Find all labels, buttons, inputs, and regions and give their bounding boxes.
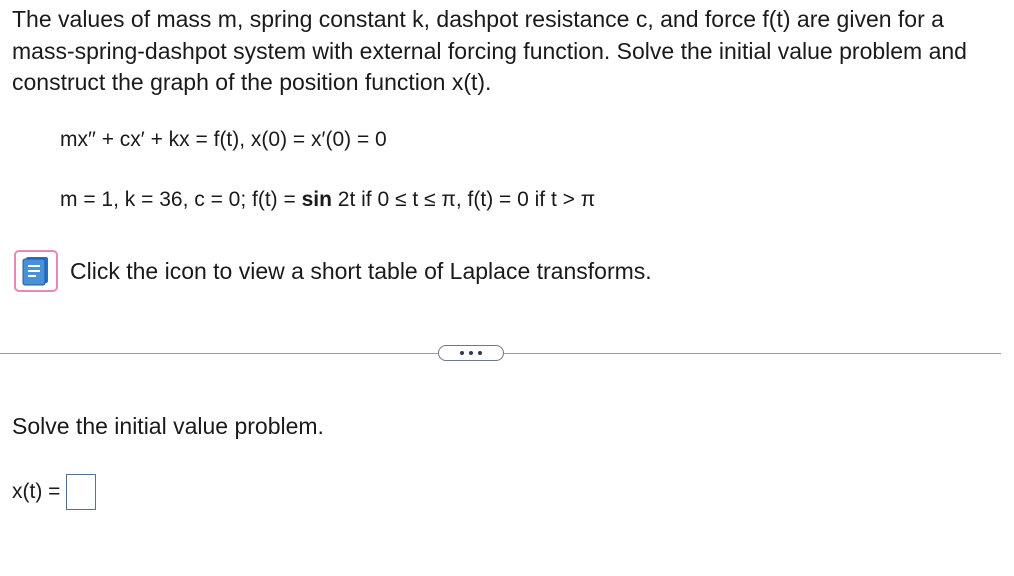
- expand-more-button[interactable]: [438, 345, 504, 361]
- ellipsis-dot-icon: [478, 351, 482, 355]
- answer-label: x(t) =: [12, 480, 61, 503]
- book-icon[interactable]: [14, 250, 58, 292]
- parameters-suffix: 2t if 0 ≤ t ≤ π, f(t) = 0 if t > π: [331, 188, 596, 211]
- ellipsis-dot-icon: [469, 351, 473, 355]
- solve-prompt: Solve the initial value problem.: [12, 413, 324, 439]
- laplace-table-label[interactable]: Click the icon to view a short table of Laplace transforms.: [70, 257, 652, 284]
- answer-input-box[interactable]: [66, 474, 96, 510]
- parameters-equation: [60, 188, 595, 212]
- answer-row: [12, 474, 96, 510]
- laplace-table-link[interactable]: [14, 250, 652, 292]
- problem-statement: The values of mass m, spring constant k, dashpot resistance c, and force f(t) are given for a mass-spring-dashpot system with external forcing function. Solve the initial value problem and construct the graph of the position function x(t).: [12, 6, 967, 95]
- parameters-prefix: m = 1, k = 36, c = 0; f(t) =: [60, 188, 302, 211]
- ode-equation: mx′′ + cx′ + kx = f(t), x(0) = x′(0) = 0: [60, 128, 387, 151]
- ellipsis-dot-icon: [460, 351, 464, 355]
- sin-function: sin: [301, 188, 332, 211]
